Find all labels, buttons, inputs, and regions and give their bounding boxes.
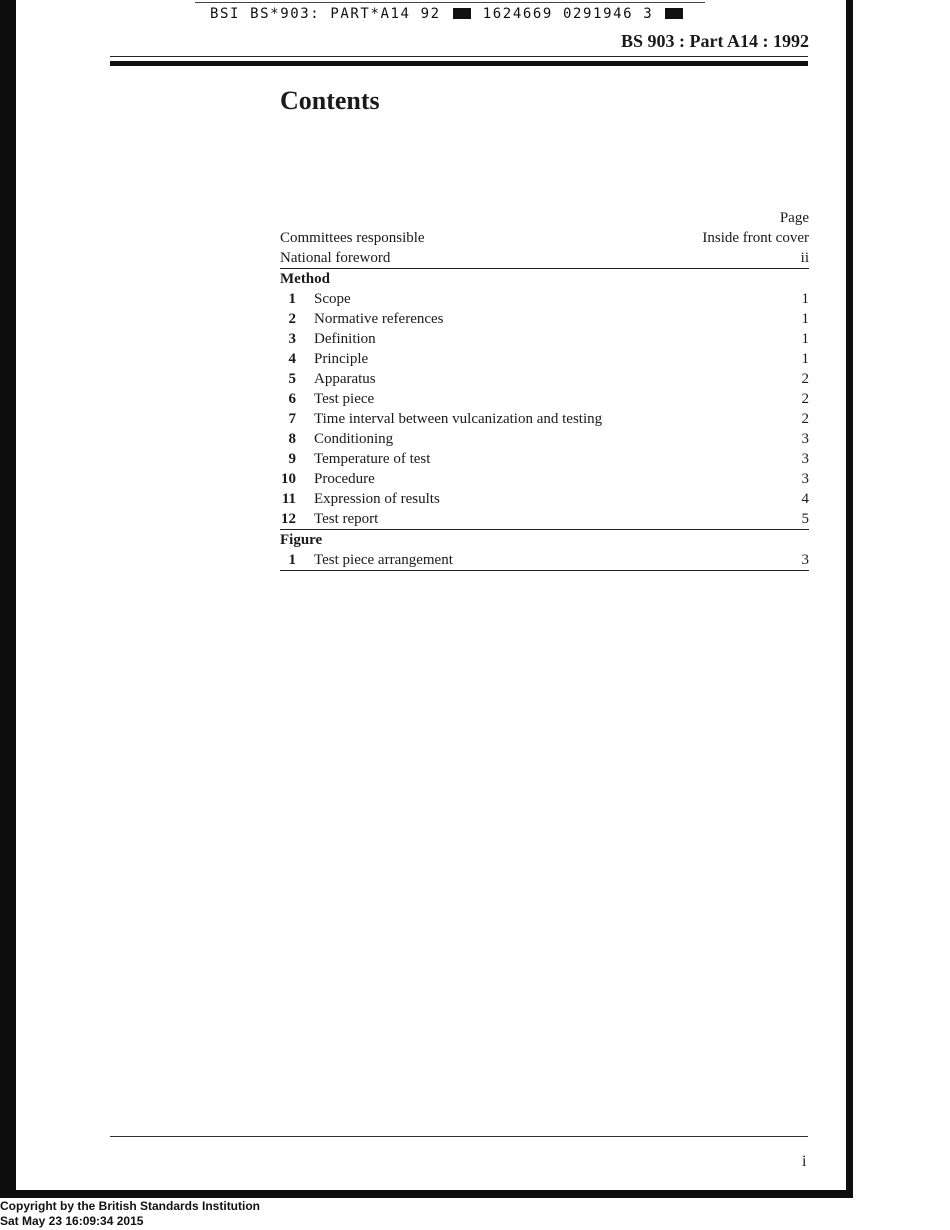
toc-entry-number: 9 — [288, 451, 296, 467]
toc-entry-number: 7 — [288, 411, 296, 427]
scan-border-left — [0, 0, 16, 1198]
scan-border-right — [846, 0, 853, 1198]
toc-entry-number: 10 — [281, 471, 296, 487]
toc-entry-page: 4 — [801, 491, 809, 507]
toc-entry-number: 2 — [288, 311, 296, 327]
toc-entry — [280, 509, 809, 529]
toc-entry-title: Apparatus — [314, 371, 376, 387]
toc-entry — [280, 469, 809, 489]
copyright-notice — [0, 1199, 260, 1229]
barcode-block-icon — [453, 8, 471, 19]
toc-entry-title: Definition — [314, 331, 376, 347]
toc-entry-title: Time interval between vulcanization and testing — [314, 411, 603, 427]
bsi-document-code — [210, 6, 685, 22]
toc-section-heading — [280, 530, 809, 550]
toc-entry-number: 3 — [288, 331, 296, 347]
toc-entry-page: 1 — [801, 291, 809, 307]
toc-entry-page: 3 — [801, 431, 809, 447]
toc-entry-number: 1 — [288, 552, 296, 568]
bsi-code-part-1: BSI BS*903: PART*A14 92 — [210, 6, 441, 22]
toc-entry — [280, 389, 809, 409]
toc-entry — [280, 349, 809, 369]
toc-entry-page: 1 — [801, 331, 809, 347]
toc-entry-page: 2 — [801, 411, 809, 427]
toc-entry — [280, 228, 809, 248]
toc-entry-title: Scope — [314, 291, 351, 307]
footer-rule — [110, 1136, 808, 1137]
toc-entry-number: 5 — [288, 371, 296, 387]
toc-entry-title: Test piece arrangement — [314, 552, 453, 568]
bsi-code-part-2: 1624669 0291946 3 — [482, 6, 654, 22]
toc-entry-title: National foreword — [280, 250, 391, 266]
toc-section-heading — [280, 269, 809, 289]
toc-entry-page: Inside front cover — [702, 230, 809, 246]
toc-entry — [280, 429, 809, 449]
toc-entry-title: Principle — [314, 351, 369, 367]
toc-entry-title: Conditioning — [314, 431, 394, 447]
toc-entry-page: 3 — [801, 471, 809, 487]
toc-entry-title: Test report — [314, 511, 379, 527]
toc-entry-title: Committees responsible — [280, 230, 425, 246]
scan-border-bottom — [0, 1190, 853, 1198]
toc-entry — [280, 329, 809, 349]
toc-entry-number: 1 — [288, 291, 296, 307]
toc-entry-page: 2 — [801, 371, 809, 387]
toc-entry-number: 12 — [281, 511, 296, 527]
header-rule-thin — [110, 56, 808, 57]
toc-page-header-row — [280, 208, 809, 228]
toc-entry-title: Expression of results — [314, 491, 440, 507]
toc-page-header: Page — [779, 210, 809, 226]
toc-entry — [280, 409, 809, 429]
toc-entry-number: 8 — [288, 431, 296, 447]
method-heading: Method — [280, 271, 330, 287]
toc-entry-page: 1 — [801, 351, 809, 367]
toc-entry-title: Test piece — [314, 391, 375, 407]
page-number: i — [802, 1153, 807, 1170]
toc-entry-page: 3 — [801, 451, 809, 467]
toc-entry-number: 4 — [288, 351, 296, 367]
toc-entry — [280, 489, 809, 509]
toc-entry-number: 6 — [288, 391, 296, 407]
toc-entry-title: Procedure — [314, 471, 375, 487]
toc-entry — [280, 289, 809, 309]
toc-entry — [280, 248, 809, 268]
header-top-line — [195, 2, 705, 3]
toc-entry-page: 1 — [801, 311, 809, 327]
barcode-block-icon — [665, 8, 683, 19]
toc-divider — [280, 570, 809, 571]
standard-title: BS 903 : Part A14 : 1992 — [621, 31, 809, 51]
toc-entry — [280, 309, 809, 329]
toc-entry — [280, 449, 809, 469]
toc-entry — [280, 550, 809, 570]
copyright-line: Copyright by the British Standards Institution — [0, 1199, 261, 1213]
toc-entry-page: 3 — [801, 552, 809, 568]
toc-entry-title: Temperature of test — [314, 451, 431, 467]
toc-entry-page: ii — [800, 250, 809, 266]
toc-entry-title: Normative references — [314, 311, 444, 327]
copyright-timestamp: Sat May 23 16:09:34 2015 — [0, 1214, 144, 1228]
table-of-contents — [280, 208, 809, 571]
toc-entry-number: 11 — [281, 491, 296, 507]
page-title: Contents — [280, 86, 380, 115]
header-rule-thick — [110, 61, 808, 66]
toc-entry — [280, 369, 809, 389]
toc-entry-page: 5 — [801, 511, 809, 527]
toc-entry-page: 2 — [801, 391, 809, 407]
figure-heading: Figure — [280, 532, 323, 548]
